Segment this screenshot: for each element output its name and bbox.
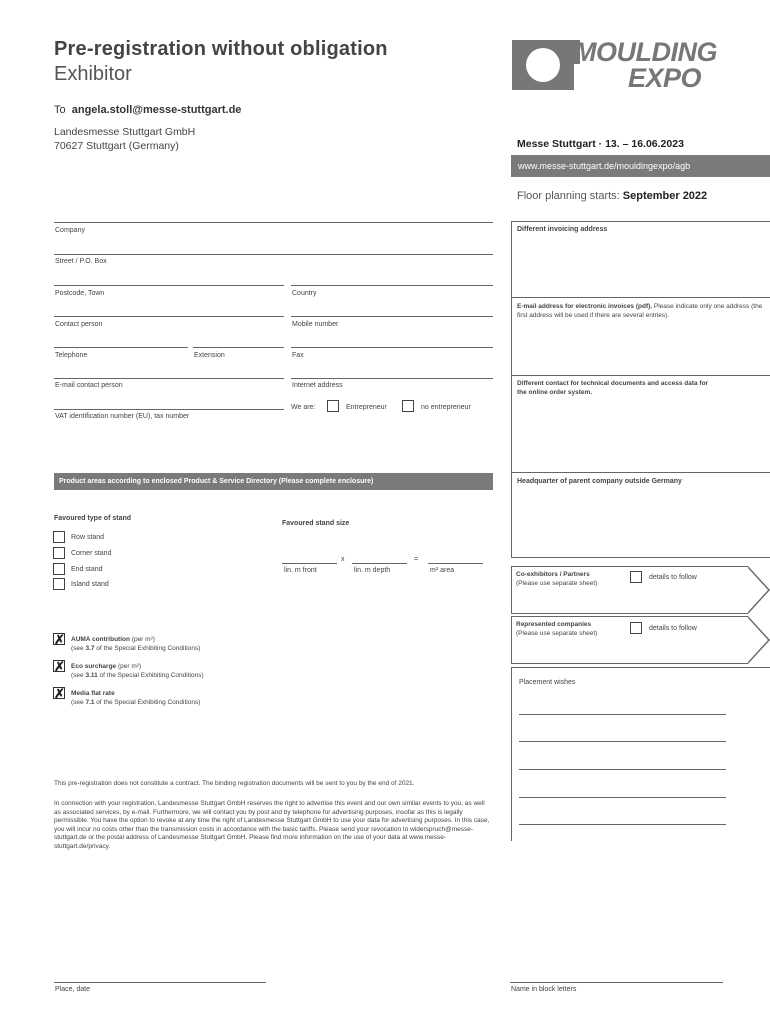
page-title: Pre-registration without obligation	[54, 38, 388, 60]
product-areas-bar: Product areas according to enclosed Product & Service Directory (Please complete enclosure)	[54, 473, 493, 490]
contact-person-field[interactable]: Contact person	[55, 321, 103, 328]
extension-field[interactable]: Extension	[194, 352, 225, 359]
no-entrepreneur-checkbox[interactable]	[402, 400, 414, 412]
event-url[interactable]: www.messe-stuttgart.de/mouldingexpo/agb	[511, 155, 770, 177]
address-block	[54, 125, 195, 153]
represented-label: Represented companies (Please use separate sheet)	[516, 621, 598, 637]
legal-notice-1: This pre-registration does not constitute a contract. The binding registration documents will be sent to you by the end of 2021.	[54, 780, 415, 787]
we-are-label: We are:	[291, 404, 316, 411]
logo-line-1: MOULDING	[574, 37, 717, 67]
placement-line-5[interactable]	[519, 824, 726, 825]
corner-stand-label: Corner stand	[71, 550, 112, 557]
row-stand-checkbox[interactable]	[53, 531, 65, 543]
stand-type-title: Favoured type of stand	[54, 515, 132, 522]
entrepreneur-label: Entrepreneur	[346, 404, 387, 411]
email-contact-field[interactable]: E-mail contact person	[55, 382, 123, 389]
island-stand-checkbox[interactable]	[53, 578, 65, 590]
front-label: lin. m front	[284, 567, 317, 574]
recipient	[54, 104, 241, 116]
legal-notice-2: In connection with your registration, Landesmesse Stuttgart GmbH reserves the right to advertise this event and our own similar events to you, as well as associated services, by e-mail. Furthermore, we will contact you by post and by telephone for advertising purposes, insofar as this is legally permissible. You have the option to revoke at any time the right of Landesmesse Stuttgart GmbH to use your data for advertising purposes. In this case, you will incur no costs other than the transmission costs in accordance with the basic tariffs. Please send your revocation to widerspruch@messe-stuttgart.de or the postal address of Landesmesse Stuttgart GmbH. Please find more information on the use of your data at www.messe-stuttgart.de/privacy.	[54, 800, 490, 850]
vat-field[interactable]: VAT identification number (EU), tax number	[55, 413, 190, 420]
name-label: Name in block letters	[511, 986, 577, 993]
media-flat-rate-checkbox-checked[interactable]: ✗	[54, 686, 65, 701]
corner-stand-checkbox[interactable]	[53, 547, 65, 559]
place-date-label: Place, date	[55, 986, 91, 993]
placement-line-3[interactable]	[519, 769, 726, 770]
row-stand-label: Row stand	[71, 534, 105, 541]
placement-line-4[interactable]	[519, 797, 726, 798]
mobile-field[interactable]: Mobile number	[292, 321, 339, 328]
represented-details-checkbox[interactable]	[630, 622, 642, 634]
stand-size-title: Favoured stand size	[282, 520, 350, 527]
page-subtitle: Exhibitor	[54, 63, 132, 85]
eco-surcharge-checkbox-checked[interactable]: ✗	[54, 659, 65, 674]
placement-line-2[interactable]	[519, 741, 726, 742]
placement-wishes-label: Placement wishes	[519, 679, 576, 686]
end-stand-label: End stand	[71, 566, 103, 573]
entrepreneur-checkbox[interactable]	[327, 400, 339, 412]
coexhibitors-label: Co-exhibitors / Partners (Please use separate sheet)	[516, 571, 598, 587]
internet-field[interactable]: Internet address	[292, 382, 343, 389]
address-line-2: 70627 Stuttgart (Germany)	[54, 140, 179, 152]
technical-contact-field[interactable]: Different contact for technical documents and access data for the online order system.	[517, 380, 709, 396]
floor-planning-label: Floor planning starts:	[517, 190, 620, 202]
represented-details-label: details to follow	[649, 625, 697, 632]
media-flat-rate: Media flat rate (see 7.1 of the Special Exhibiting Conditions)	[71, 690, 201, 706]
invoicing-address-field[interactable]: Different invoicing address	[517, 226, 608, 233]
island-stand-label: Island stand	[71, 581, 109, 588]
postcode-field[interactable]: Postcode, Town	[55, 290, 105, 297]
telephone-field[interactable]: Telephone	[55, 352, 88, 359]
area-label: m² area	[430, 567, 455, 574]
eco-surcharge: Eco surcharge (per m²) (see 3.11 of the Special Exhibiting Conditions)	[71, 663, 204, 679]
area-input[interactable]	[428, 563, 483, 564]
address-line-1: Landesmesse Stuttgart GmbH	[54, 126, 196, 138]
einvoice-field[interactable]: E-mail address for electronic invoices (pdf). Please indicate only one address (the first address will be used if there are several entries).	[517, 303, 763, 319]
auma-checkbox-checked[interactable]: ✗	[54, 632, 65, 647]
to-label: To	[54, 104, 66, 116]
end-stand-checkbox[interactable]	[53, 563, 65, 575]
headquarter-field[interactable]: Headquarter of parent company outside Germany	[517, 478, 682, 485]
depth-input[interactable]	[352, 563, 407, 564]
depth-label: lin. m depth	[354, 567, 391, 574]
fax-field[interactable]: Fax	[292, 352, 304, 359]
moulding-expo-logo	[512, 38, 746, 94]
floor-planning	[517, 190, 707, 202]
street-field[interactable]: Street / P.O. Box	[55, 258, 107, 265]
times-sign: x	[341, 556, 345, 563]
front-input[interactable]	[282, 563, 337, 564]
coexhibitors-details-checkbox[interactable]	[630, 571, 642, 583]
no-entrepreneur-label: no entrepreneur	[421, 404, 471, 411]
floor-planning-value: September 2022	[622, 190, 708, 202]
equals-sign: =	[414, 556, 419, 563]
country-field[interactable]: Country	[292, 290, 317, 297]
company-field[interactable]: Company	[55, 227, 85, 234]
event-dates: Messe Stuttgart · 13. – 16.06.2023	[517, 138, 684, 150]
coexhibitors-details-label: details to follow	[649, 574, 697, 581]
placement-line-1[interactable]	[519, 714, 726, 715]
place-date-line[interactable]	[54, 982, 266, 983]
recipient-email[interactable]: angela.stoll@messe-stuttgart.de	[71, 104, 242, 116]
logo-circle	[526, 48, 560, 82]
auma-charge: AUMA contribution (per m²) (see 3.7 of the Special Exhibiting Conditions)	[71, 636, 201, 652]
name-line[interactable]	[510, 982, 723, 983]
logo-line-2: EXPO	[628, 63, 702, 93]
